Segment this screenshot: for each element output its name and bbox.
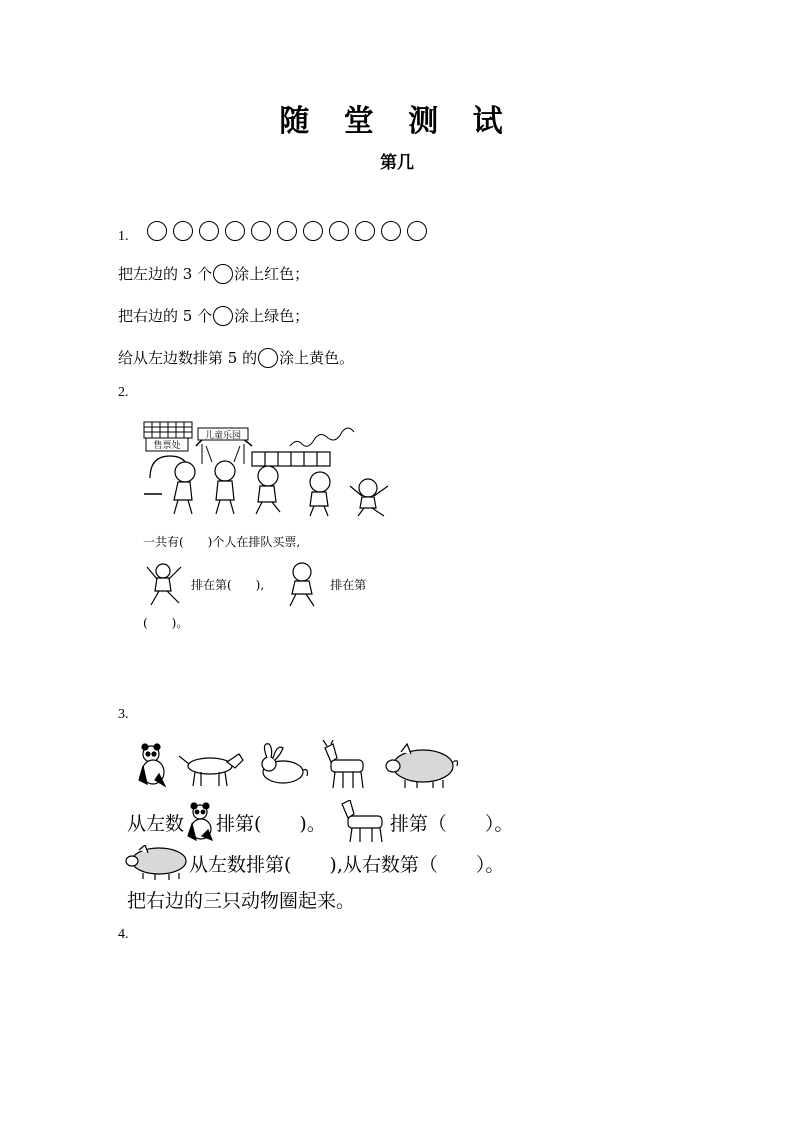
q2-line2a: 排在第( ), <box>191 577 265 592</box>
q1-instruction-2 <box>118 305 309 326</box>
q1-instruction-3 <box>118 347 354 368</box>
question-2-number: 2. <box>118 385 129 400</box>
panda-icon <box>139 744 165 786</box>
q1-line2-before: 把右边的 5 个 <box>118 307 213 325</box>
circle-icon <box>303 221 323 241</box>
q2-line2b: 排在第 <box>330 577 367 592</box>
roof-grid-icon <box>144 422 192 438</box>
circle-icon <box>225 221 245 241</box>
q2-line3: ( )。 <box>143 616 189 630</box>
park-sign-text: 儿童乐园 <box>204 431 242 441</box>
circle-icon <box>213 264 233 284</box>
animal-row <box>135 740 460 792</box>
circle-icon <box>355 221 375 241</box>
circle-icon <box>277 221 297 241</box>
q3-line1a: 从左数 <box>127 812 185 835</box>
circle-icon <box>173 221 193 241</box>
circle-icon <box>147 221 167 241</box>
question-4-number: 4. <box>118 927 129 942</box>
circle-icon <box>329 221 349 241</box>
q3-line1b: 排第( )。 <box>216 812 326 835</box>
queue-illustration <box>140 416 396 520</box>
q3-line2 <box>123 845 504 881</box>
question-3-number: 3. <box>118 707 129 722</box>
q3-line2a: 从左数排第( ),从右数第（ ）。 <box>189 853 505 876</box>
ticket-sign-text: 售票处 <box>153 441 181 451</box>
question-1-number: 1. <box>118 229 129 244</box>
child-4 <box>310 472 330 516</box>
q1-line3-after: 涂上黄色。 <box>279 349 355 367</box>
goat-icon <box>323 740 363 788</box>
circle-icon <box>199 221 219 241</box>
goat-icon <box>336 800 390 844</box>
page-subtitle: 第几 <box>380 153 414 173</box>
q1-line3-before: 给从左边数排第 5 的 <box>118 349 258 367</box>
q1-line2-after: 涂上绿色； <box>234 307 310 325</box>
circle-icon <box>251 221 271 241</box>
circle-icon <box>213 306 233 326</box>
child-5 <box>350 479 388 516</box>
circle-icon <box>258 348 278 368</box>
q3-line1c: 排第（ ）。 <box>389 812 514 835</box>
q2-line2 <box>143 560 403 608</box>
pig-icon <box>386 744 458 788</box>
child-2 <box>215 461 235 514</box>
page-title: 随 堂 测 试 <box>279 104 515 139</box>
circle-icon <box>407 221 427 241</box>
q3-line1 <box>127 800 513 844</box>
child-1 <box>174 462 195 514</box>
panda-icon <box>184 802 216 842</box>
child-jumping-icon <box>143 561 187 607</box>
circle-row <box>147 221 427 241</box>
circle-icon <box>381 221 401 241</box>
q1-line1-after: 涂上红色； <box>234 265 310 283</box>
pig-icon <box>123 845 189 881</box>
child-3 <box>256 466 280 514</box>
dog-icon <box>179 754 243 786</box>
q2-line1: 一共有( )个人在排队买票, <box>143 535 301 549</box>
q3-line3: 把右边的三只动物圈起来。 <box>127 890 356 912</box>
child-walking-icon <box>280 560 324 608</box>
rabbit-icon <box>262 744 308 783</box>
q1-instruction-1 <box>118 263 309 284</box>
q1-line1-before: 把左边的 3 个 <box>118 265 213 283</box>
